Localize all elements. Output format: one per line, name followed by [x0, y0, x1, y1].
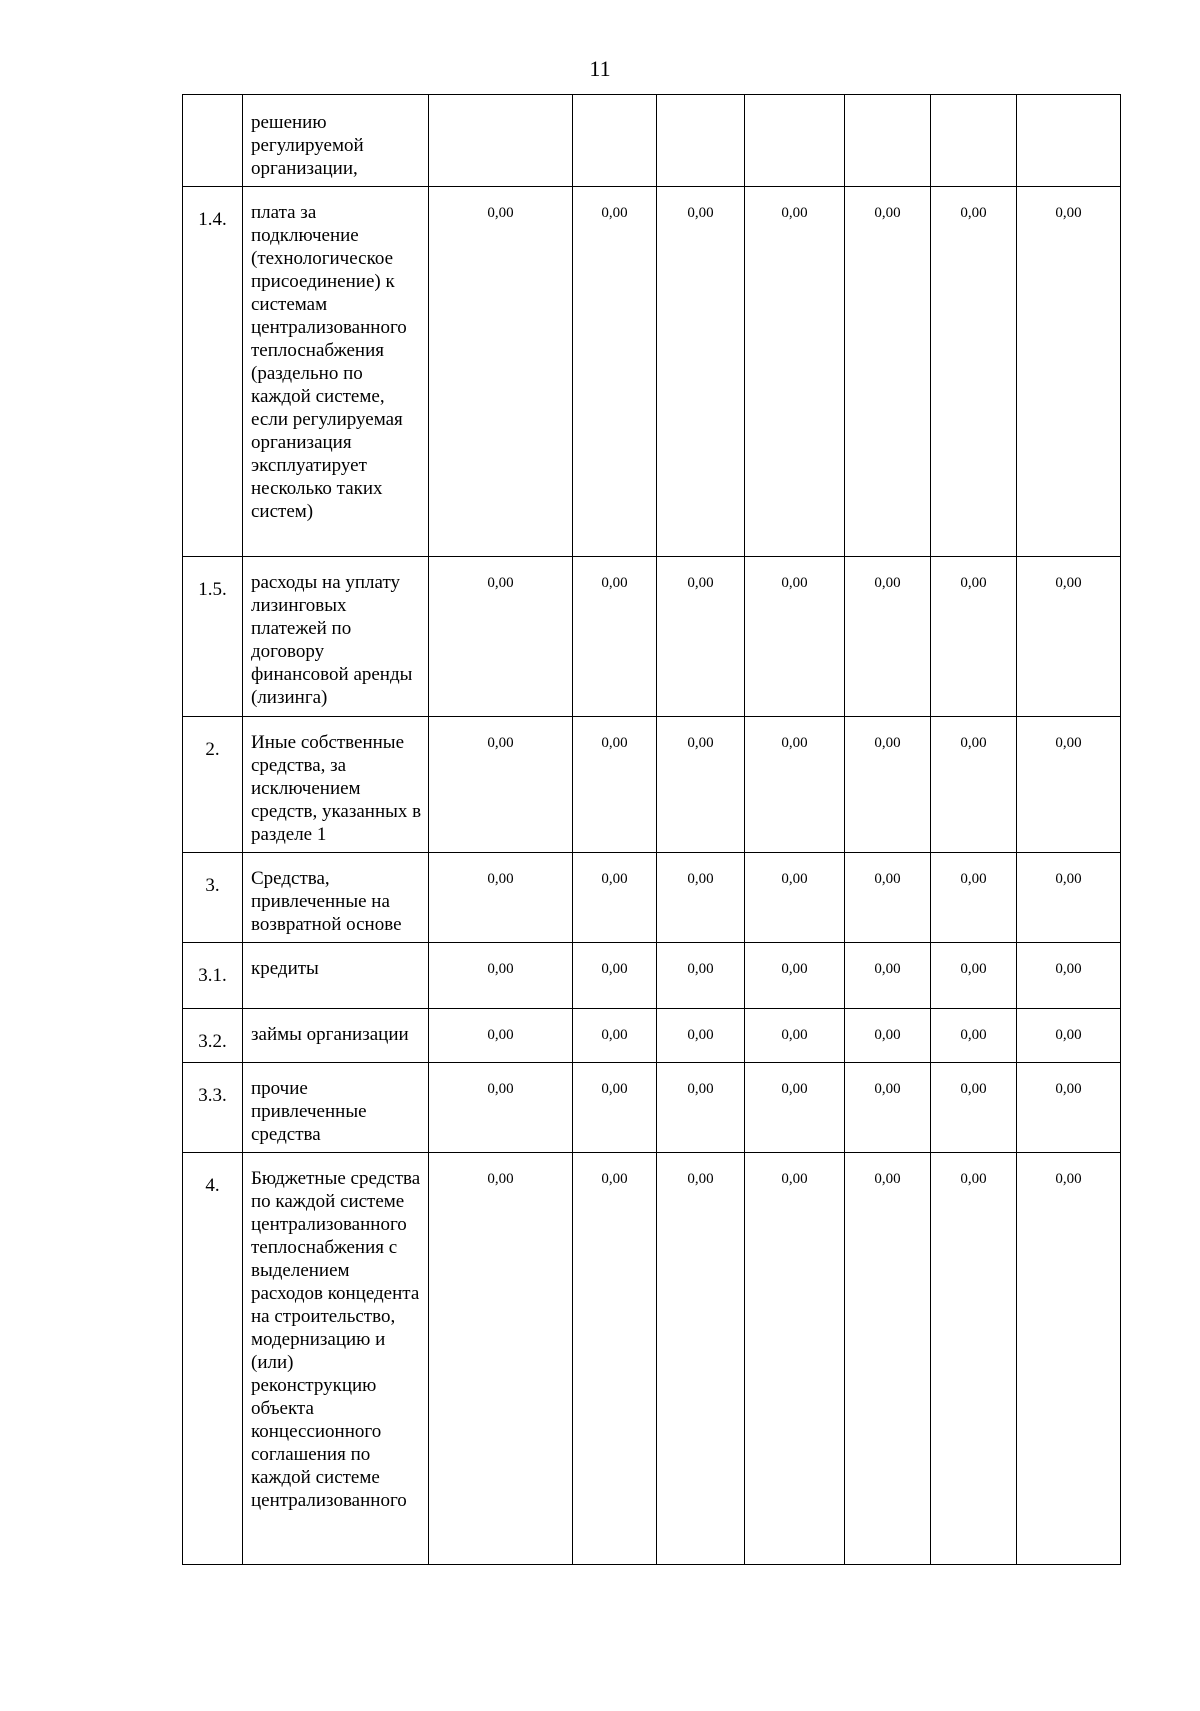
value-cell: 0,00 — [745, 557, 845, 717]
financing-table — [182, 94, 1121, 1565]
page-number: 11 — [589, 56, 611, 81]
row-description: Иные собственные средства, за исключением средств, указанных в разделе 1 — [243, 717, 429, 853]
row-number — [183, 95, 243, 187]
value-cell: 0,00 — [1017, 1009, 1121, 1063]
value-cell: 0,00 — [745, 717, 845, 853]
row-description: решению регулируемой организации, — [243, 95, 429, 187]
value-cell: 0,00 — [573, 943, 657, 1009]
value-cell: 0,00 — [845, 1063, 931, 1153]
row-description: кредиты — [243, 943, 429, 1009]
value-cell: 0,00 — [1017, 853, 1121, 943]
value-cell: 0,00 — [657, 943, 745, 1009]
value-cell: 0,00 — [745, 1153, 845, 1565]
row-description: Бюджетные средства по каждой системе централизованного теплоснабжения с выделением расходов концедента на строительство, модернизацию и (или) реконструкцию объекта концессионного соглашения по каждой системе централизованного — [243, 1153, 429, 1565]
value-cell: 0,00 — [429, 1153, 573, 1565]
value-cell: 0,00 — [429, 187, 573, 557]
value-cell: 0,00 — [657, 557, 745, 717]
value-cell: 0,00 — [931, 187, 1017, 557]
value-cell: 0,00 — [429, 853, 573, 943]
value-cell: 0,00 — [657, 187, 745, 557]
value-cell: 0,00 — [745, 187, 845, 557]
table-row — [183, 187, 1121, 557]
row-description: плата за подключение (технологическое присоединение) к системам централизованного теплоснабжения (раздельно по каждой системе, если регулируемая организация эксплуатирует несколько таких систем) — [243, 187, 429, 557]
table-row — [183, 1063, 1121, 1153]
value-cell: 0,00 — [573, 853, 657, 943]
value-cell — [931, 95, 1017, 187]
value-cell — [845, 95, 931, 187]
row-number: 4. — [183, 1153, 243, 1565]
value-cell: 0,00 — [845, 557, 931, 717]
table-row — [183, 1153, 1121, 1565]
value-cell: 0,00 — [573, 1153, 657, 1565]
value-cell: 0,00 — [845, 187, 931, 557]
row-number: 3.2. — [183, 1009, 243, 1063]
value-cell: 0,00 — [429, 943, 573, 1009]
value-cell: 0,00 — [745, 943, 845, 1009]
value-cell: 0,00 — [931, 943, 1017, 1009]
table-row — [183, 717, 1121, 853]
table-row — [183, 95, 1121, 187]
value-cell: 0,00 — [573, 557, 657, 717]
table-row — [183, 557, 1121, 717]
row-description: Средства, привлеченные на возвратной основе — [243, 853, 429, 943]
value-cell: 0,00 — [429, 1009, 573, 1063]
value-cell: 0,00 — [845, 1009, 931, 1063]
value-cell: 0,00 — [1017, 187, 1121, 557]
value-cell: 0,00 — [845, 943, 931, 1009]
value-cell: 0,00 — [931, 853, 1017, 943]
value-cell: 0,00 — [429, 1063, 573, 1153]
value-cell: 0,00 — [429, 557, 573, 717]
row-description: прочие привлеченные средства — [243, 1063, 429, 1153]
value-cell: 0,00 — [845, 717, 931, 853]
value-cell: 0,00 — [657, 717, 745, 853]
row-description: расходы на уплату лизинговых платежей по договору финансовой аренды (лизинга) — [243, 557, 429, 717]
table-body — [183, 95, 1121, 1565]
row-number: 1.5. — [183, 557, 243, 717]
table-row — [183, 943, 1121, 1009]
row-number: 1.4. — [183, 187, 243, 557]
value-cell: 0,00 — [931, 1153, 1017, 1565]
value-cell: 0,00 — [745, 853, 845, 943]
value-cell: 0,00 — [573, 1009, 657, 1063]
value-cell: 0,00 — [931, 1063, 1017, 1153]
value-cell: 0,00 — [931, 717, 1017, 853]
value-cell: 0,00 — [1017, 557, 1121, 717]
value-cell: 0,00 — [931, 1009, 1017, 1063]
value-cell — [429, 95, 573, 187]
value-cell: 0,00 — [745, 1063, 845, 1153]
row-number: 3. — [183, 853, 243, 943]
value-cell: 0,00 — [573, 187, 657, 557]
value-cell — [657, 95, 745, 187]
row-number: 3.3. — [183, 1063, 243, 1153]
value-cell: 0,00 — [573, 717, 657, 853]
value-cell: 0,00 — [845, 1153, 931, 1565]
value-cell: 0,00 — [657, 1153, 745, 1565]
value-cell — [745, 95, 845, 187]
value-cell: 0,00 — [745, 1009, 845, 1063]
table-row — [183, 853, 1121, 943]
value-cell: 0,00 — [657, 1009, 745, 1063]
value-cell: 0,00 — [573, 1063, 657, 1153]
value-cell: 0,00 — [1017, 943, 1121, 1009]
value-cell: 0,00 — [429, 717, 573, 853]
value-cell — [573, 95, 657, 187]
table-row — [183, 1009, 1121, 1063]
value-cell: 0,00 — [931, 557, 1017, 717]
value-cell: 0,00 — [657, 853, 745, 943]
row-number: 2. — [183, 717, 243, 853]
value-cell — [1017, 95, 1121, 187]
value-cell: 0,00 — [845, 853, 931, 943]
row-number: 3.1. — [183, 943, 243, 1009]
value-cell: 0,00 — [1017, 1063, 1121, 1153]
value-cell: 0,00 — [1017, 1153, 1121, 1565]
value-cell: 0,00 — [1017, 717, 1121, 853]
row-description: займы организации — [243, 1009, 429, 1063]
value-cell: 0,00 — [657, 1063, 745, 1153]
